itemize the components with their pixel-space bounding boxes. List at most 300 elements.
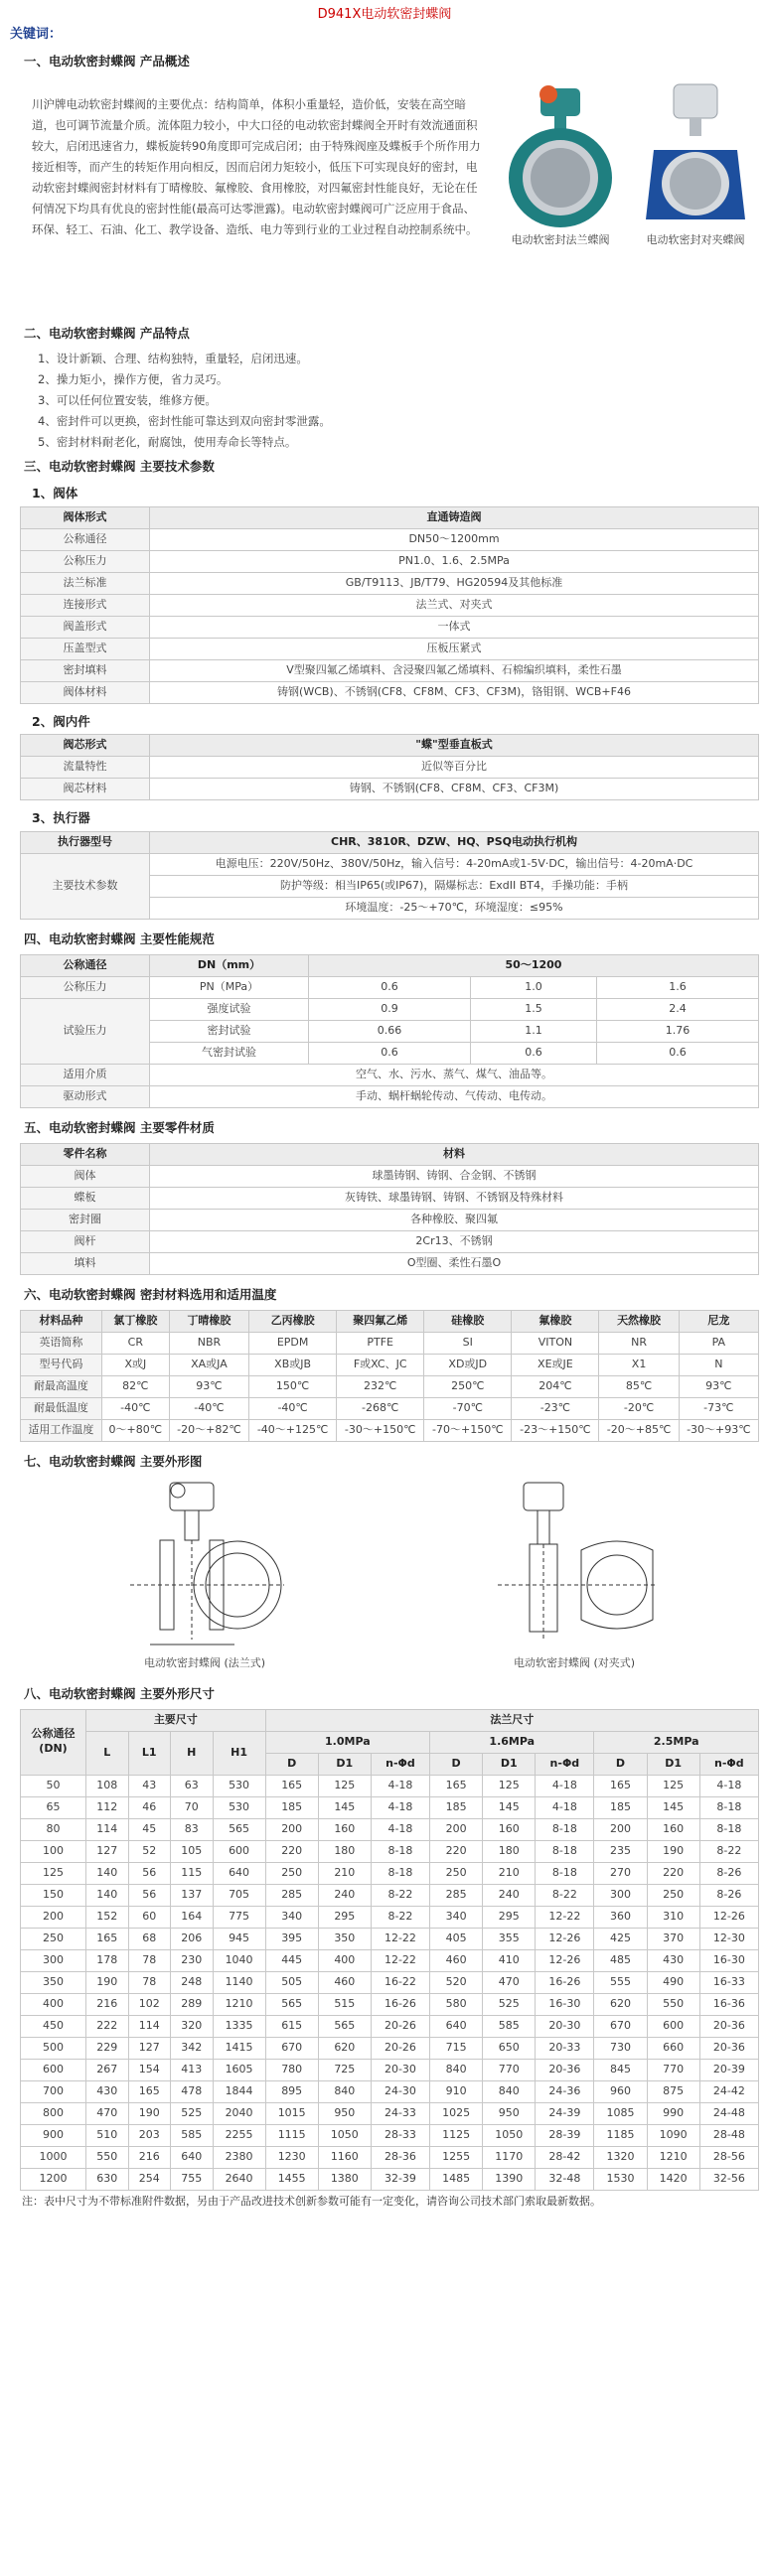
table-cell: 52 [128,1840,171,1862]
table-cell: 1390 [483,2168,536,2190]
table-header: "蝶"型垂直板式 [150,735,759,757]
table-row [21,594,759,616]
table-cell: 430 [86,2080,129,2102]
table-cell: 650 [483,2037,536,2059]
table-cell: -30～+93℃ [679,1419,758,1441]
table-cell: 1.6 [596,977,758,999]
table-cell: 8-18 [371,1840,429,1862]
table-cell: 78 [128,1971,171,1993]
table-cell: 950 [483,2102,536,2124]
table-cell: PN（MPa） [150,977,309,999]
table-cell: 8-18 [699,1818,758,1840]
table-cell: 1380 [318,2168,371,2190]
table-cell: 12-26 [699,1906,758,1928]
table-cell: 200 [430,1818,483,1840]
table-cell: 450 [21,2015,86,2037]
table-cell: 16-33 [699,1971,758,1993]
table-cell: 8-22 [699,1840,758,1862]
table-row [21,638,759,659]
table-header: 直通铸造阀 [150,506,759,528]
table-cell: 1415 [213,2037,265,2059]
table-cell: 127 [86,1840,129,1862]
subsection-inner: 2、阀内件 [32,713,90,729]
table-cell: 640 [430,2015,483,2037]
table-cell: 1050 [483,2124,536,2146]
table-cell: 32-56 [699,2168,758,2190]
table-cell: 340 [430,1906,483,1928]
table-cell: -40～+125℃ [249,1419,337,1441]
table-header: H [171,1731,214,1775]
table-cell: 267 [86,2059,129,2080]
table-cell: 24-36 [536,2080,594,2102]
table-cell: XE或JE [512,1354,599,1375]
table-cell: -20℃ [599,1397,679,1419]
table-row [21,1993,759,2015]
table-cell: 1210 [647,2146,699,2168]
table-cell: 4-18 [371,1796,429,1818]
table-cell: 法兰标准 [21,572,150,594]
table-cell: 730 [594,2037,647,2059]
table-cell: O型圈、柔性石墨O [150,1253,759,1275]
table-cell: 公称压力 [21,977,150,999]
table-cell: 295 [483,1906,536,1928]
table-cell: 2255 [213,2124,265,2146]
table-cell: 114 [86,1818,129,1840]
table-row [21,681,759,703]
table-cell: 2040 [213,2102,265,2124]
table-header: 阀芯形式 [21,735,150,757]
table-cell: 154 [128,2059,171,2080]
table-cell: 阀芯材料 [21,779,150,800]
table-cell: 63 [171,1775,214,1796]
table-cell: 8-22 [371,1906,429,1928]
table-cell: 法兰式、对夹式 [150,594,759,616]
table-cell: 145 [483,1796,536,1818]
table-cell: 电源电压：220V/50Hz、380V/50Hz，输入信号：4-20mA或1-5V·DC，输出信号：4-20mA·DC [150,854,759,876]
table-header: 尼龙 [679,1310,758,1332]
table-cell: 8-22 [371,1884,429,1906]
table-cell: XD或JD [424,1354,512,1375]
table-cell: 1200 [21,2168,86,2190]
table-cell: 100 [21,1840,86,1862]
table-row [21,659,759,681]
wafer-valve-figure [632,80,759,320]
table-header: 氟橡胶 [512,1310,599,1332]
table-cell: 1085 [594,2102,647,2124]
table-cell: 530 [213,1796,265,1818]
table-cell: 320 [171,2015,214,2037]
table-cell: 190 [647,1840,699,1862]
table-cell: 1160 [318,2146,371,2168]
footnote: 注：表中尺寸为不带标准附件数据，另由于产品改进技术创新参数可能有一定变化，请咨询公司技术部门索取最新数据。 [22,2194,601,2208]
table-row [21,1971,759,1993]
table-cell: 83 [171,1818,214,1840]
feature-item: 3、可以任何位置安装，维修方便。 [38,392,217,407]
table-row [21,2037,759,2059]
table-row [21,1332,759,1354]
table-cell: GB/T9113、JB/T79、HG20594及其他标准 [150,572,759,594]
table-cell: 12-26 [536,1928,594,1949]
table-cell: 12-26 [536,1949,594,1971]
table-cell: 164 [171,1906,214,1928]
table-cell: 250 [647,1884,699,1906]
table-cell: NR [599,1332,679,1354]
table-cell: 驱动形式 [21,1086,150,1108]
table-cell: 550 [647,1993,699,2015]
table-cell: 65 [21,1796,86,1818]
table-cell: 20-30 [536,2015,594,2037]
table-cell: 强度试验 [150,999,309,1021]
table-header: 执行器型号 [21,832,150,854]
table-cell: 413 [171,2059,214,2080]
table-cell: 580 [430,1993,483,2015]
table-cell: 400 [21,1993,86,2015]
table-row [21,1253,759,1275]
table-cell: 密封圈 [21,1210,150,1231]
table-cell: 565 [265,1993,318,2015]
wafer-drawing-caption: 电动软密封蝶阀 (对夹式) [513,1655,636,1669]
section-8-heading: 八、电动软密封蝶阀 主要外形尺寸 [24,1685,215,1701]
table-cell: 620 [594,1993,647,2015]
table-cell: 82℃ [101,1375,169,1397]
table-cell: 1040 [213,1949,265,1971]
table-cell: 压盖型式 [21,638,150,659]
table-cell: 300 [21,1949,86,1971]
table-cell: 395 [265,1928,318,1949]
table-cell: 93℃ [679,1375,758,1397]
table-cell: 8-22 [536,1884,594,1906]
table-cell: 1140 [213,1971,265,1993]
table-cell: 640 [213,1862,265,1884]
table-cell: 60 [128,1906,171,1928]
table-row [21,1884,759,1906]
table-cell: 630 [86,2168,129,2190]
table-cell: 840 [318,2080,371,2102]
table-header: 主要尺寸 [86,1709,266,1731]
table-cell: 16-26 [371,1993,429,2015]
table-cell: 0.9 [309,999,471,1021]
section-7-heading: 七、电动软密封蝶阀 主要外形图 [24,1453,203,1469]
table-cell: 185 [430,1796,483,1818]
table-cell: 725 [318,2059,371,2080]
table-row [21,2124,759,2146]
table-cell: 370 [647,1928,699,1949]
table-cell: 1844 [213,2080,265,2102]
table-row [21,2102,759,2124]
table-cell: 515 [318,1993,371,2015]
table-cell: 43 [128,1775,171,1796]
outline-drawings [20,1481,759,1674]
table-cell: 232℃ [337,1375,424,1397]
table-cell: 705 [213,1884,265,1906]
table-cell: -23～+150℃ [512,1419,599,1441]
table-cell: 600 [21,2059,86,2080]
table-header: DN（mm） [150,955,309,977]
page-title: D941X电动软密封蝶阀 [317,7,452,22]
table-row [21,1397,759,1419]
table-cell: 222 [86,2015,129,2037]
table-cell: 20-39 [699,2059,758,2080]
table-cell: 845 [594,2059,647,2080]
table-cell: 近似等百分比 [150,757,759,779]
table-cell: 410 [483,1949,536,1971]
table-cell: 206 [171,1928,214,1949]
table-cell: 115 [171,1862,214,1884]
table-cell: 0.66 [309,1021,471,1043]
table-cell: 230 [171,1949,214,1971]
table-cell: 8-18 [699,1796,758,1818]
table-cell: 145 [318,1796,371,1818]
table-cell: 阀盖形式 [21,616,150,638]
table-cell: 铸钢、不锈钢(CF8、CF8M、CF3、CF3M) [150,779,759,800]
table-cell: 密封试验 [150,1021,309,1043]
actuator-table [20,831,759,920]
table-cell: 1530 [594,2168,647,2190]
table-cell: 公称通径 [21,528,150,550]
flange-drawing-caption: 电动软密封蝶阀 (法兰式) [143,1655,266,1669]
table-cell: 360 [594,1906,647,1928]
table-cell: 470 [86,2102,129,2124]
overview-block [32,76,759,320]
table-cell: 12-22 [371,1949,429,1971]
table-cell: 8-18 [536,1862,594,1884]
table-cell: 150 [21,1884,86,1906]
flange-valve-caption: 电动软密封法兰蝶阀 [511,232,610,246]
table-cell: 840 [430,2059,483,2080]
table-cell: 4-18 [371,1818,429,1840]
table-cell: 气密封试验 [150,1043,309,1065]
table-cell: 240 [318,1884,371,1906]
table-cell: 8-26 [699,1884,758,1906]
table-header: 氯丁橡胶 [101,1310,169,1332]
table-cell: 压板压紧式 [150,638,759,659]
table-cell: -20～+85℃ [599,1419,679,1441]
table-row [21,1419,759,1441]
table-cell: 108 [86,1775,129,1796]
table-cell: SI [424,1332,512,1354]
table-cell: 85℃ [599,1375,679,1397]
table-cell: 125 [21,1862,86,1884]
table-cell: 250 [265,1862,318,1884]
table-cell: 12-22 [371,1928,429,1949]
table-cell: 490 [647,1971,699,1993]
table-cell: 20-33 [536,2037,594,2059]
wafer-valve-caption: 电动软密封对夹蝶阀 [646,232,745,246]
table-cell: 阀体 [21,1166,150,1188]
table-header: D [265,1753,318,1775]
table-header: 公称通径 [21,955,150,977]
table-cell: 112 [86,1796,129,1818]
table-cell: 555 [594,1971,647,1993]
table-cell: 16-26 [536,1971,594,1993]
dimensions-table [20,1709,759,2191]
table-cell: 310 [647,1906,699,1928]
table-cell: 285 [265,1884,318,1906]
table-cell: 0～+80℃ [101,1419,169,1441]
table-cell: 530 [213,1775,265,1796]
table-cell: 1455 [265,2168,318,2190]
table-cell: 550 [86,2146,129,2168]
table-cell: 8-18 [371,1862,429,1884]
table-cell: 125 [318,1775,371,1796]
table-cell: 160 [318,1818,371,1840]
table-row [21,1166,759,1188]
table-cell: 165 [265,1775,318,1796]
table-cell: 102 [128,1993,171,2015]
table-cell: 770 [647,2059,699,2080]
table-cell: 200 [265,1818,318,1840]
table-cell: 16-36 [699,1993,758,2015]
table-cell: 46 [128,1796,171,1818]
table-cell: 1050 [318,2124,371,2146]
table-cell: 780 [265,2059,318,2080]
table-cell: PTFE [337,1332,424,1354]
table-row [21,1818,759,1840]
table-cell: 8-18 [536,1840,594,1862]
table-cell: -268℃ [337,1397,424,1419]
table-cell: 190 [128,2102,171,2124]
subsection-actuator: 3、执行器 [32,810,90,826]
table-row [21,2146,759,2168]
table-cell: 24-42 [699,2080,758,2102]
table-cell: 185 [265,1796,318,1818]
table-cell: 165 [86,1928,129,1949]
table-cell: 球墨铸钢、铸钢、合金钢、不锈钢 [150,1166,759,1188]
table-cell: 0.6 [309,977,471,999]
table-cell: 200 [594,1818,647,1840]
wafer-valve-image [636,80,755,229]
table-cell: 250 [21,1928,86,1949]
table-header: L1 [128,1731,171,1775]
table-cell: 270 [594,1862,647,1884]
table-cell: XA或JA [169,1354,248,1375]
table-cell: 165 [128,2080,171,2102]
table-cell: 660 [647,2037,699,2059]
table-cell: 800 [21,2102,86,2124]
table-cell: 手动、蜗杆蜗轮传动、气传动、电传动。 [150,1086,759,1108]
table-header: CHR、3810R、DZW、HQ、PSQ电动执行机构 [150,832,759,854]
table-cell: 1015 [265,2102,318,2124]
table-cell: 152 [86,1906,129,1928]
table-cell: 各种橡胶、聚四氟 [150,1210,759,1231]
table-cell: 28-36 [371,2146,429,2168]
table-cell: 510 [86,2124,129,2146]
body-table [20,506,759,704]
table-row [21,528,759,550]
table-cell: X1 [599,1354,679,1375]
subsection-body: 1、阀体 [32,485,78,501]
table-header: 阀体形式 [21,506,150,528]
table-row [21,1840,759,1862]
table-header: 丁晴橡胶 [169,1310,248,1332]
table-cell: 165 [594,1775,647,1796]
table-header: D1 [647,1753,699,1775]
table-cell: -23℃ [512,1397,599,1419]
table-cell: 主要技术参数 [21,854,150,920]
feature-item: 4、密封件可以更换，密封性能可靠达到双向密封零泄露。 [38,413,331,428]
table-header: 1.0MPa [265,1731,429,1753]
table-cell: -40℃ [101,1397,169,1419]
table-cell: 585 [483,2015,536,2037]
table-cell: 24-33 [371,2102,429,2124]
table-cell: 945 [213,1928,265,1949]
table-cell: 204℃ [512,1375,599,1397]
table-cell: 78 [128,1949,171,1971]
table-cell: 耐最低温度 [21,1397,102,1419]
table-cell: 4-18 [536,1775,594,1796]
table-cell: -30～+150℃ [337,1419,424,1441]
table-header: 零件名称 [21,1144,150,1166]
table-cell: 755 [171,2168,214,2190]
table-header: D [594,1753,647,1775]
table-header: 乙丙橡胶 [249,1310,337,1332]
table-row [21,1375,759,1397]
table-cell: 16-30 [699,1949,758,1971]
table-cell: 80 [21,1818,86,1840]
table-cell: 615 [265,2015,318,2037]
table-cell: 150℃ [249,1375,337,1397]
table-cell: 1115 [265,2124,318,2146]
table-row [21,1906,759,1928]
table-cell: 20-36 [699,2015,758,2037]
table-cell: XB或JB [249,1354,337,1375]
table-cell: 阀杆 [21,1231,150,1253]
table-header: 50～1200 [309,955,759,977]
feature-item: 5、密封材料耐老化，耐腐蚀，使用寿命长等特点。 [38,434,297,449]
table-row [21,1231,759,1253]
table-header: D [430,1753,483,1775]
table-cell: 适用工作温度 [21,1419,102,1441]
table-row [21,1949,759,1971]
table-cell: 895 [265,2080,318,2102]
table-cell: 460 [318,1971,371,1993]
table-cell: V型聚四氟乙烯填料、含浸聚四氟乙烯填料、石棉编织填料，柔性石墨 [150,659,759,681]
table-cell: 20-26 [371,2037,429,2059]
table-header: 材料 [150,1144,759,1166]
table-cell: 289 [171,1993,214,2015]
table-cell: 20-36 [699,2037,758,2059]
table-cell: 20-26 [371,2015,429,2037]
table-cell: 12-30 [699,1928,758,1949]
table-cell: 1485 [430,2168,483,2190]
section-5-heading: 五、电动软密封蝶阀 主要零件材质 [24,1120,215,1136]
table-cell: 248 [171,1971,214,1993]
table-cell: 8-18 [536,1818,594,1840]
table-cell: 600 [213,1840,265,1862]
table-cell: 0.6 [309,1043,471,1065]
seal-table [20,1310,759,1442]
table-cell: 216 [128,2146,171,2168]
table-cell: 125 [647,1775,699,1796]
table-cell: 28-48 [699,2124,758,2146]
table-cell: 220 [430,1840,483,1862]
table-cell: 700 [21,2080,86,2102]
table-row [21,757,759,779]
table-row [21,550,759,572]
table-cell: 1000 [21,2146,86,2168]
table-cell: 185 [594,1796,647,1818]
table-cell: 910 [430,2080,483,2102]
flange-drawing [120,1481,289,1674]
feature-list [38,349,759,453]
table-row [21,779,759,800]
table-cell: 2640 [213,2168,265,2190]
table-header: 2.5MPa [594,1731,759,1753]
table-cell: 254 [128,2168,171,2190]
table-cell: -73℃ [679,1397,758,1419]
table-cell: 1125 [430,2124,483,2146]
table-cell: 445 [265,1949,318,1971]
